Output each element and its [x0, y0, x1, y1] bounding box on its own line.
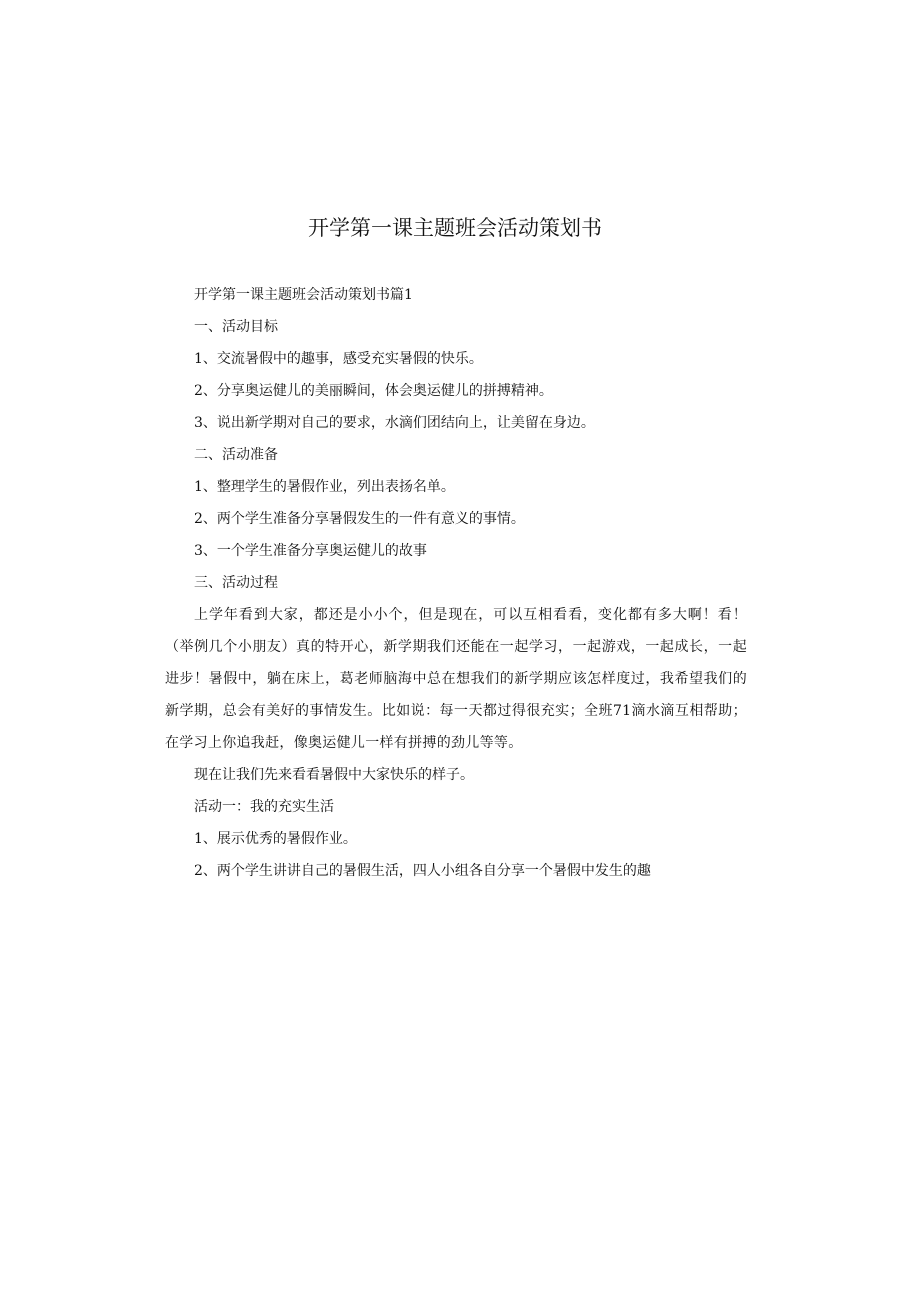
goal-item-3: 3、说出新学期对自己的要求，水滴们团结向上，让美留在身边。	[194, 415, 595, 431]
activity-one-heading: 活动一：我的充实生活	[194, 799, 334, 815]
body-line: 现在让我们先来看看暑假中大家快乐的样子。	[194, 767, 474, 783]
heading-activity-process: 三、活动过程	[194, 575, 278, 591]
section-heading: 开学第一课主题班会活动策划书篇1	[194, 287, 413, 303]
process-paragraph: 上学年看到大家，都还是小小个，但是现在，可以互相看看，变化都有多大啊！看！（举例几个小朋友）真的特开心，新学期我们还能在一起学习，一起游戏，一起成长，一起进步！暑假中，躺在床上，葛老师脑海中总在想我们的新学期应该怎样度过，我希望我们的新学期，总会有美好的事情发生。比如说：每一天都过得很充实；全班71滴水滴互相帮助；在学习上你追我赶，像奥运健儿一样有拼搏的劲儿等等。	[165, 607, 747, 751]
document-body	[165, 279, 747, 887]
heading-activity-preparation: 二、活动准备	[194, 447, 278, 463]
goal-item-2: 2、分享奥运健儿的美丽瞬间，体会奥运健儿的拼搏精神。	[194, 383, 553, 399]
heading-activity-goals: 一、活动目标	[194, 319, 278, 335]
activity-one-item-1: 1、展示优秀的暑假作业。	[194, 831, 357, 847]
activity-one-item-2: 2、两个学生讲讲自己的暑假生活，四人小组各自分享一个暑假中发生的趣	[194, 863, 651, 879]
document-title: 开学第一课主题班会活动策划书	[308, 216, 602, 240]
goal-item-1: 1、交流暑假中的趣事，感受充实暑假的快乐。	[194, 351, 483, 367]
prep-item-3: 3、一个学生准备分享奥运健儿的故事	[194, 543, 427, 559]
prep-item-1: 1、整理学生的暑假作业，列出表扬名单。	[194, 479, 455, 495]
prep-item-2: 2、两个学生准备分享暑假发生的一件有意义的事情。	[194, 511, 525, 527]
